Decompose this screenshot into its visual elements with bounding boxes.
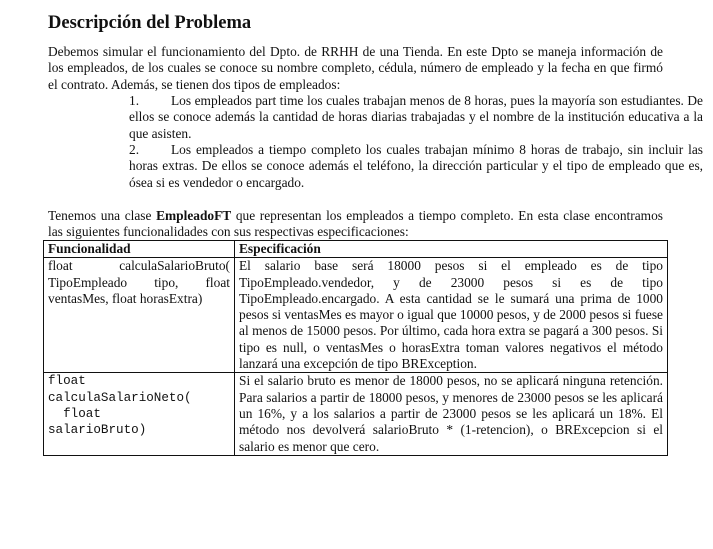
list-text: Los empleados part time los cuales trabajan menos de 8 horas, pues la mayoría son estudiantes. De ellos se conoce además la cantidad de horas diarias trabajadas y el nombre de la institución educativa a la que asisten. <box>129 93 703 141</box>
table-header-row <box>44 241 668 258</box>
list-item <box>129 93 703 142</box>
list-text: Los empleados a tiempo completo los cuales trabajan mínimo 8 horas de trabajo, sin incluir las horas extras. De ellos se conoce además el teléfono, la dirección particular y el tipo de empleado que es, ósea si es vendedor o encargado. <box>129 142 703 190</box>
para-text-before: Tenemos una clase <box>48 208 157 223</box>
spec-cell: El salario base será 18000 pesos si el empleado es de tipo TipoEmpleado.vendedor, y de 23000 pesos si es de tipo TipoEmpleado.encargado. A esta cantidad se le sumará una prima de 1000 pesos si ventasMes es mayor o igual que 10000 pesos, y de 2000 pesos si fuese al menos de 15000 pesos. Por último, cada hora extra se pagará a 300 pesos. Si tipo es null, o ventasMes o horasExtra toman valores negativos el método lanzará una excepción de tipo BRException. <box>235 258 668 373</box>
func-cell: float calculaSalarioNeto( float salarioBruto) <box>44 373 235 455</box>
header-funcionalidad: Funcionalidad <box>44 241 235 258</box>
table-row <box>44 258 668 373</box>
employee-types-list-2 <box>89 142 703 191</box>
employee-types-list-1 <box>89 93 703 142</box>
para-text-after: que representan los empleados a tiempo completo. En esta clase encontramos las siguientes funcionalidades con sus respectivas especificaciones: <box>48 208 663 240</box>
class-paragraph <box>48 208 663 241</box>
list-number: 1. <box>129 93 140 108</box>
table-row <box>44 373 668 455</box>
list-item <box>129 142 703 191</box>
list-number: 2. <box>129 142 140 157</box>
spec-table <box>43 240 668 456</box>
intro-paragraph: Debemos simular el funcionamiento del Dpto. de RRHH de una Tienda. En este Dpto se maneja información de los empleados, de los cuales se conoce su nombre completo, cédula, número de empleado y la fecha en que firmó el contrato. Además, se tienen dos tipos de empleados: <box>48 44 663 92</box>
func-cell: float calculaSalarioBruto( TipoEmpleado tipo, float ventasMes, float horasExtra) <box>44 258 235 373</box>
spec-cell: Si el salario bruto es menor de 18000 pesos, no se aplicará ninguna retención. Para salarios a partir de 18000 pesos, y menores de 23000 pesos se les aplicará un 16%, y a los salarios a partir de 23000 pesos se les aplicará un 18%. El método nos devolverá salarioBruto * (1-retencion), o BRExcepcion si el salario es menor que cero. <box>235 373 668 455</box>
class-name: EmpleadoFT <box>156 208 232 223</box>
page-title: Descripción del Problema <box>48 13 252 33</box>
header-especificacion: Especificación <box>235 241 668 258</box>
